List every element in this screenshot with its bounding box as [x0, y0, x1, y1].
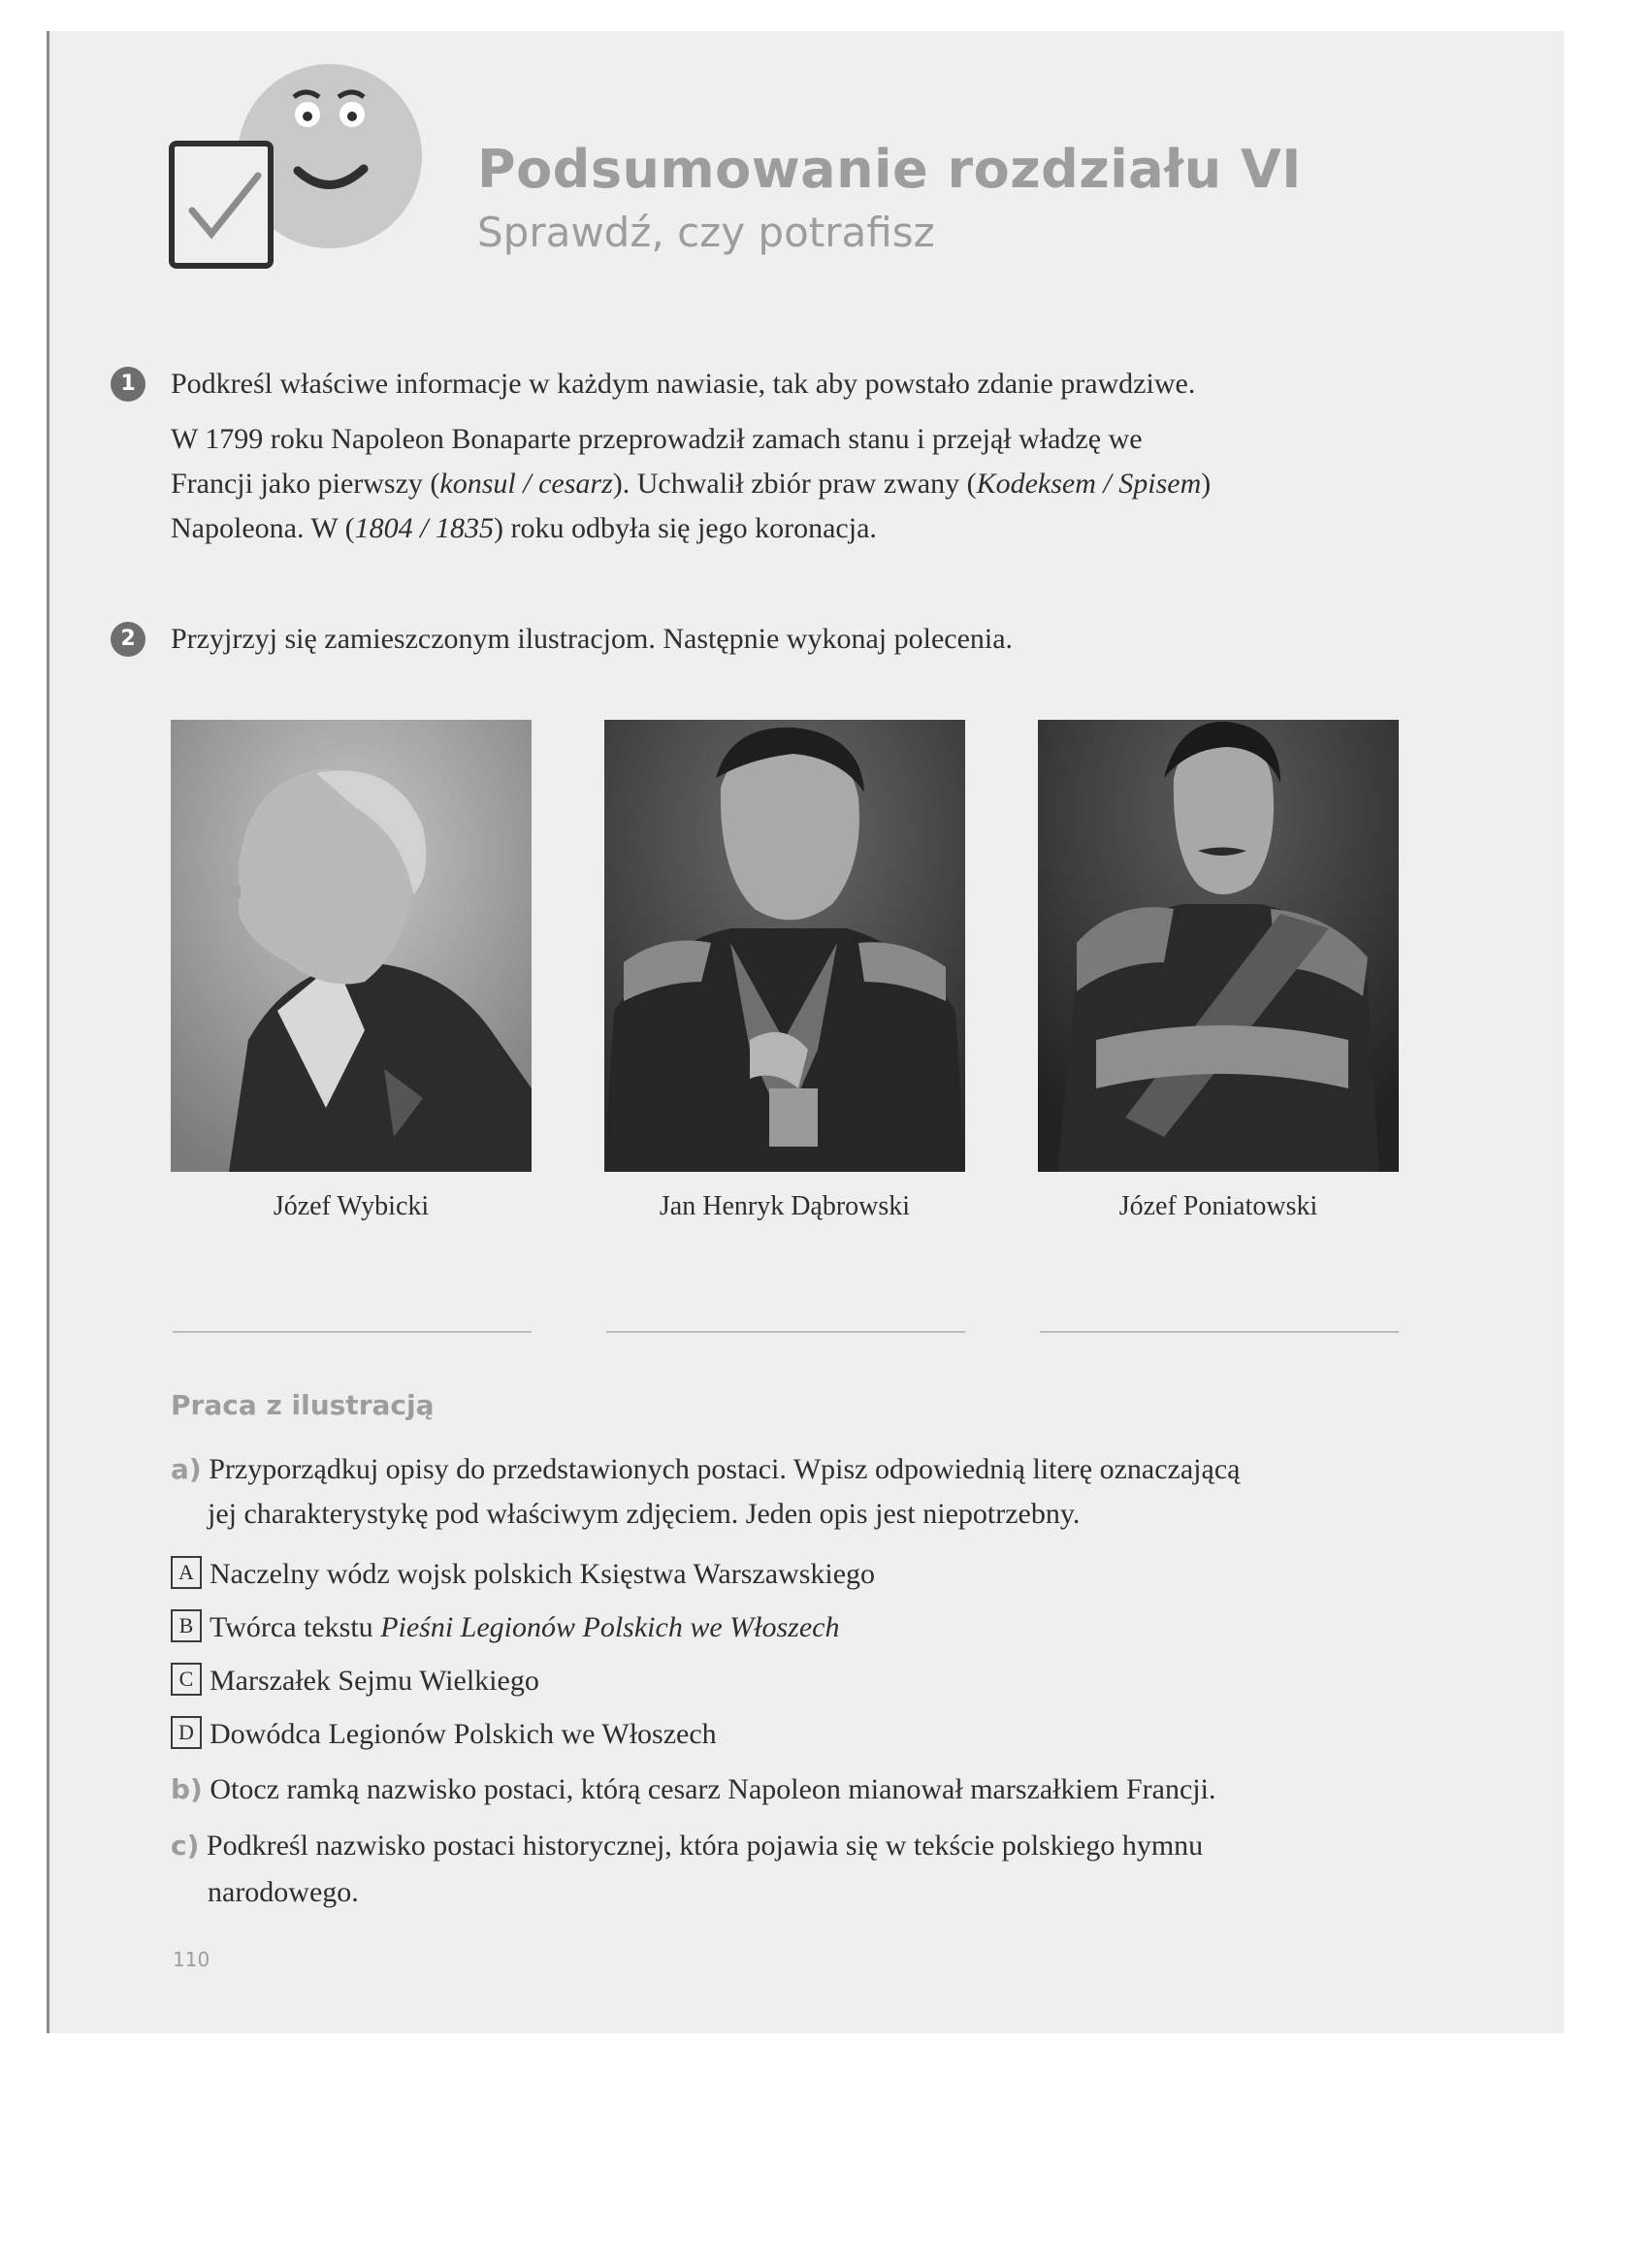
task-paragraph [171, 417, 1422, 551]
option-item [171, 1712, 717, 1757]
page-subtitle: Sprawdź, czy potrafisz [477, 209, 935, 256]
option-separator: / [515, 468, 539, 500]
option-text: Twórca tekstu [210, 1611, 381, 1643]
subtask-c [171, 1824, 1203, 1868]
option-text: Marszałek Sejmu Wielkiego [210, 1665, 539, 1697]
task-number-badge: 1 [111, 367, 146, 402]
scan-edge-line [47, 31, 49, 2033]
subtask-text: narodowego. [208, 1876, 359, 1908]
text-fragment: ). Uchwalił zbiór praw zwany ( [612, 468, 977, 500]
option-letter-box: D [171, 1716, 202, 1749]
option-letter-box: B [171, 1609, 202, 1642]
portrait-caption: Jan Henryk Dąbrowski [659, 1191, 911, 1221]
text-fragment: Napoleona. W ( [171, 512, 355, 544]
option-1835[interactable]: 1835 [436, 512, 495, 544]
portrait-image [604, 720, 965, 1172]
option-item [171, 1659, 539, 1703]
option-1804[interactable]: 1804 [354, 512, 413, 544]
option-spisem[interactable]: Spisem [1118, 468, 1202, 500]
task-instruction: Podkreśl właściwe informacje w każdym nawiasie, tak aby powstało zdanie prawdziwe. [171, 368, 1196, 400]
answer-line[interactable] [606, 1331, 965, 1333]
portrait-caption: Józef Wybicki [273, 1191, 430, 1221]
subtask-letter: a) [171, 1453, 202, 1485]
option-konsul[interactable]: konsul [439, 468, 516, 500]
subtask-letter: b) [171, 1773, 203, 1805]
subtask-text: jej charakterystykę pod właściwym zdjęciem. Jeden opis jest niepotrzebny. [208, 1498, 1081, 1530]
portrait-caption: Józef Poniatowski [1118, 1191, 1318, 1221]
option-cesarz[interactable]: cesarz [538, 468, 613, 500]
option-separator: / [1095, 468, 1119, 500]
option-item [171, 1605, 839, 1650]
paragraph-line [171, 506, 1422, 551]
text-fragment: ) roku odbyła się jego koronacja. [494, 512, 877, 544]
page-number: 110 [173, 1948, 210, 1971]
page-title: Podsumowanie rozdziału VI [477, 139, 1302, 200]
task-number-badge: 2 [111, 622, 146, 657]
subtask-a [171, 1447, 1240, 1492]
subtask-text: Przyporządkuj opisy do przedstawionych postaci. Wpisz odpowiednią literę oznaczającą [209, 1453, 1241, 1485]
option-letter-box: A [171, 1556, 202, 1589]
text-fragment: ) [1201, 468, 1212, 500]
paragraph-line: W 1799 roku Napoleon Bonaparte przeprowadził zamach stanu i przejął władzę we [171, 423, 1143, 455]
subtask-letter: c) [171, 1830, 200, 1862]
section-heading: Praca z ilustracją [171, 1389, 435, 1421]
task-instruction: Przyjrzyj się zamieszczonym ilustracjom. Następnie wykonaj polecenia. [171, 623, 1014, 655]
subtask-b [171, 1767, 1215, 1812]
checkbox-icon [169, 141, 274, 269]
option-separator: / [412, 512, 436, 544]
paragraph-line [171, 462, 1422, 506]
subtask-text: Podkreśl nazwisko postaci historycznej, która pojawia się w tekście polskiego hymnu [206, 1830, 1204, 1862]
option-text: Naczelny wódz wojsk polskich Księstwa Warszawskiego [210, 1558, 876, 1590]
portrait-image [171, 720, 532, 1172]
option-text-italic: Pieśni Legionów Polskich we Włoszech [380, 1611, 840, 1643]
portrait-image [1038, 720, 1399, 1172]
option-letter-box: C [171, 1663, 202, 1696]
answer-line[interactable] [173, 1331, 532, 1333]
subtask-text: Otocz ramką nazwisko postaci, którą cesarz Napoleon mianował marszałkiem Francji. [210, 1773, 1216, 1805]
option-kodeksem[interactable]: Kodeksem [976, 468, 1096, 500]
option-text: Dowódca Legionów Polskich we Włoszech [210, 1718, 717, 1750]
answer-line[interactable] [1040, 1331, 1399, 1333]
text-fragment: Francji jako pierwszy ( [171, 468, 440, 500]
option-item [171, 1552, 875, 1597]
